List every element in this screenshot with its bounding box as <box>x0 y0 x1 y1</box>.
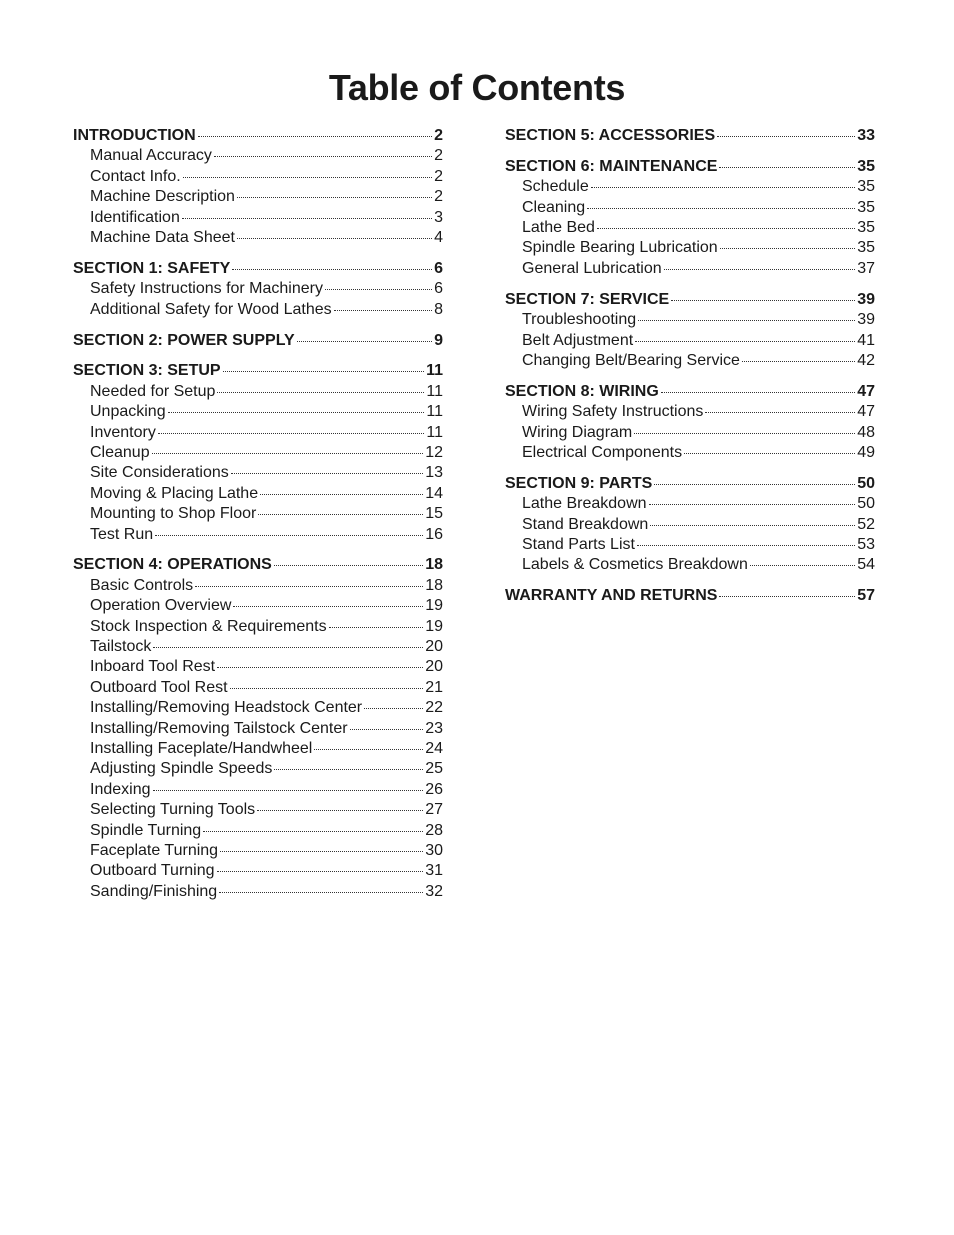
toc-section-heading-label: WARRANTY AND RETURNS <box>505 587 718 605</box>
toc-entry-label: Sanding/Finishing <box>90 882 218 900</box>
toc-entry-label: Lathe Bed <box>522 219 595 237</box>
page-number: 2 <box>434 147 443 165</box>
dot-leader <box>742 361 855 362</box>
dot-leader <box>220 851 423 852</box>
page-number: 19 <box>425 617 443 635</box>
toc-entry-label: Changing Belt/Bearing Service <box>522 351 740 369</box>
page-number: 35 <box>857 198 875 216</box>
toc-entry-label: Indexing <box>90 780 151 798</box>
page-number: 48 <box>857 423 875 441</box>
page-number: 33 <box>857 127 875 144</box>
page-number: 39 <box>857 311 875 329</box>
page-number: 30 <box>425 841 443 859</box>
toc-section-heading <box>505 290 875 310</box>
toc-entry <box>505 218 875 238</box>
page-number: 26 <box>425 780 443 798</box>
dot-leader <box>350 729 424 730</box>
toc-entry <box>505 259 875 279</box>
dot-leader <box>650 525 855 526</box>
toc-entry-label: Wiring Diagram <box>522 423 633 441</box>
toc-section <box>505 586 875 606</box>
page-number: 41 <box>857 331 875 349</box>
toc-entry <box>73 739 443 759</box>
page-number: 35 <box>857 157 875 175</box>
dot-leader <box>217 392 424 393</box>
toc-entry-label: Tailstock <box>90 637 152 655</box>
toc-entry <box>505 331 875 351</box>
dot-leader <box>231 473 423 474</box>
page-number: 37 <box>857 259 875 277</box>
toc-entry-label: Operation Overview <box>90 597 232 615</box>
toc-entry <box>505 494 875 514</box>
page-number: 2 <box>434 188 443 206</box>
dot-leader <box>257 810 423 811</box>
toc-section-heading <box>505 157 875 177</box>
toc-section-heading-label: SECTION 6: MAINTENANCE <box>505 157 718 175</box>
dot-leader <box>705 412 855 413</box>
dot-leader <box>719 167 855 168</box>
dot-leader <box>153 647 423 648</box>
page-number: 42 <box>857 351 875 369</box>
dot-leader <box>155 535 423 536</box>
toc-entry <box>73 678 443 698</box>
dot-leader <box>638 320 855 321</box>
dot-leader <box>214 156 432 157</box>
toc-entry <box>505 351 875 371</box>
toc-entry-label: Faceplate Turning <box>90 841 219 859</box>
dot-leader <box>260 494 423 495</box>
page-number: 14 <box>425 484 443 502</box>
toc-section <box>73 331 443 351</box>
page-number: 23 <box>425 719 443 737</box>
page-number: 25 <box>425 760 443 778</box>
page-number: 53 <box>857 536 875 554</box>
toc-section-heading-label: INTRODUCTION <box>73 127 196 144</box>
page-number: 50 <box>857 495 875 513</box>
toc-section-heading-label: SECTION 2: POWER SUPPLY <box>73 331 295 349</box>
page-number: 28 <box>425 821 443 839</box>
page-number: 16 <box>425 525 443 543</box>
toc-entry <box>73 719 443 739</box>
toc-entry-label: Outboard Turning <box>90 862 215 880</box>
toc-column-left <box>73 126 443 913</box>
toc-section <box>505 157 875 279</box>
dot-leader <box>168 412 425 413</box>
toc-entry <box>73 146 443 166</box>
toc-section-heading <box>505 126 875 146</box>
toc-entry <box>73 228 443 248</box>
toc-entry <box>73 484 443 504</box>
toc-entry <box>73 525 443 545</box>
page-number: 18 <box>425 576 443 594</box>
page-number: 11 <box>426 403 443 421</box>
page-number: 50 <box>857 474 875 492</box>
toc-section <box>73 126 443 248</box>
toc-entry-label: Belt Adjustment <box>522 331 634 349</box>
toc-section-heading <box>73 331 443 351</box>
dot-leader <box>720 248 856 249</box>
toc-section <box>505 290 875 372</box>
dot-leader <box>314 749 423 750</box>
dot-leader <box>237 238 432 239</box>
toc-entry-label: Safety Instructions for Machinery <box>90 280 323 298</box>
page-number: 20 <box>425 637 443 655</box>
page-number: 18 <box>425 556 443 574</box>
toc-entry-label: Test Run <box>90 525 154 543</box>
toc-entry <box>505 555 875 575</box>
toc-entry <box>73 382 443 402</box>
page-number: 20 <box>425 658 443 676</box>
page-number: 24 <box>425 739 443 757</box>
page-number: 32 <box>425 882 443 900</box>
dot-leader <box>198 136 432 137</box>
toc-section-heading-label: SECTION 3: SETUP <box>73 362 221 380</box>
toc-section-heading-label: SECTION 5: ACCESSORIES <box>505 127 716 144</box>
dot-leader <box>661 392 855 393</box>
toc-entry-label: Troubleshooting <box>522 311 637 329</box>
toc-section-heading <box>505 382 875 402</box>
toc-entry <box>505 310 875 330</box>
toc-entry <box>505 402 875 422</box>
toc-entry <box>73 576 443 596</box>
toc-entry-label: Machine Data Sheet <box>90 228 235 246</box>
dot-leader <box>195 586 423 587</box>
dot-leader <box>654 484 855 485</box>
dot-leader <box>750 565 855 566</box>
page-number: 13 <box>425 464 443 482</box>
dot-leader <box>203 831 423 832</box>
toc-entry-label: Stand Breakdown <box>522 515 649 533</box>
page-number: 4 <box>434 228 443 246</box>
dot-leader <box>153 790 424 791</box>
page-number: 35 <box>857 178 875 196</box>
dot-leader <box>237 197 432 198</box>
toc-entry <box>73 208 443 228</box>
toc-entry-label: General Lubrication <box>522 259 662 277</box>
page-number: 9 <box>434 331 443 349</box>
toc-entry-label: Schedule <box>522 178 589 196</box>
page-number: 35 <box>857 239 875 257</box>
toc-entry-label: Mounting to Shop Floor <box>90 505 257 523</box>
toc-entry <box>73 861 443 881</box>
toc-entry-label: Installing Faceplate/Handwheel <box>90 739 313 757</box>
page-number: 11 <box>426 423 443 441</box>
dot-leader <box>223 371 425 372</box>
page-number: 11 <box>426 382 443 400</box>
dot-leader <box>297 341 432 342</box>
dot-leader <box>182 218 432 219</box>
dot-leader <box>664 269 856 270</box>
toc-entry <box>73 657 443 677</box>
toc-section <box>73 361 443 545</box>
toc-entry <box>73 882 443 902</box>
toc-section-heading <box>73 555 443 575</box>
page-title: Table of Contents <box>328 67 626 108</box>
toc-entry-label: Moving & Placing Lathe <box>90 484 259 502</box>
page-number: 31 <box>425 862 443 880</box>
page-number: 2 <box>434 127 443 144</box>
toc-entry-label: Adjusting Spindle Speeds <box>90 760 273 778</box>
dot-leader <box>635 341 855 342</box>
page-number: 19 <box>425 597 443 615</box>
dot-leader <box>158 433 425 434</box>
toc-entry <box>73 423 443 443</box>
toc-section-heading-label: SECTION 9: PARTS <box>505 474 653 492</box>
toc-entry-label: Stand Parts List <box>522 536 635 554</box>
dot-leader <box>274 565 423 566</box>
page-number: 15 <box>425 505 443 523</box>
dot-leader <box>597 228 855 229</box>
toc-section <box>73 555 443 902</box>
toc-entry <box>505 535 875 555</box>
toc-entry <box>73 780 443 800</box>
toc-section-heading-label: SECTION 8: WIRING <box>505 382 659 400</box>
toc-section-heading <box>73 259 443 279</box>
toc-entry-label: Spindle Turning <box>90 821 202 839</box>
toc-entry <box>73 698 443 718</box>
page-number: 47 <box>857 382 875 400</box>
page-number: 22 <box>425 699 443 717</box>
toc-entry-label: Unpacking <box>90 403 166 421</box>
dot-leader <box>233 606 423 607</box>
toc-entry-label: Lathe Breakdown <box>522 495 647 513</box>
toc-entry-label: Selecting Turning Tools <box>90 801 256 819</box>
toc-section <box>505 126 875 146</box>
toc-section-heading <box>505 474 875 494</box>
dot-leader <box>230 688 424 689</box>
page-number: 2 <box>434 167 443 185</box>
dot-leader <box>364 708 423 709</box>
page-number: 3 <box>434 208 443 226</box>
page-number: 52 <box>857 515 875 533</box>
page-number: 21 <box>425 678 443 696</box>
toc-entry <box>73 463 443 483</box>
dot-leader <box>587 208 855 209</box>
dot-leader <box>637 545 855 546</box>
page-number: 12 <box>425 443 443 461</box>
page-number: 47 <box>857 403 875 421</box>
toc-section-heading-label: SECTION 4: OPERATIONS <box>73 556 272 574</box>
dot-leader <box>634 433 855 434</box>
toc-entry-label: Electrical Components <box>522 443 683 461</box>
toc-entry-label: Stock Inspection & Requirements <box>90 617 327 635</box>
dot-leader <box>649 504 856 505</box>
page-number: 6 <box>434 259 443 277</box>
toc-entry-label: Cleaning <box>522 198 586 216</box>
toc-entry-label: Machine Description <box>90 188 235 206</box>
toc-entry <box>505 198 875 218</box>
toc-entry <box>505 177 875 197</box>
toc-entry-label: Inventory <box>90 423 156 441</box>
toc-entry <box>505 515 875 535</box>
toc-entry <box>73 800 443 820</box>
page-number: 49 <box>857 443 875 461</box>
toc-entry-label: Cleanup <box>90 443 150 461</box>
toc-entry-label: Basic Controls <box>90 576 194 594</box>
toc-entry <box>505 238 875 258</box>
toc-section <box>505 382 875 464</box>
page-number: 27 <box>425 801 443 819</box>
page-number: 6 <box>434 280 443 298</box>
toc-entry-label: Contact Info. <box>90 167 181 185</box>
toc-entry <box>73 596 443 616</box>
toc-entry-label: Labels & Cosmetics Breakdown <box>522 556 748 574</box>
toc-entry-label: Needed for Setup <box>90 382 216 400</box>
toc-entry-label: Outboard Tool Rest <box>90 678 228 696</box>
toc-entry-label: Manual Accuracy <box>90 147 212 165</box>
dot-leader <box>217 667 423 668</box>
toc-section-heading <box>73 361 443 381</box>
dot-leader <box>232 269 432 270</box>
page-number: 8 <box>434 300 443 318</box>
toc-section-heading <box>73 126 443 146</box>
dot-leader <box>671 300 855 301</box>
toc-entry-label: Installing/Removing Tailstock Center <box>90 719 348 737</box>
toc-entry-label: Additional Safety for Wood Lathes <box>90 300 332 318</box>
toc-entry <box>73 300 443 320</box>
dot-leader <box>684 453 855 454</box>
toc-entry <box>73 167 443 187</box>
toc-entry <box>505 423 875 443</box>
toc-entry <box>505 443 875 463</box>
dot-leader <box>274 769 423 770</box>
toc-section-heading <box>505 586 875 606</box>
toc-entry <box>73 617 443 637</box>
toc-entry-label: Inboard Tool Rest <box>90 658 216 676</box>
toc-entry <box>73 402 443 422</box>
toc-section <box>505 474 875 576</box>
dot-leader <box>325 289 432 290</box>
toc-section-heading-label: SECTION 1: SAFETY <box>73 259 231 277</box>
dot-leader <box>591 187 855 188</box>
page-number: 39 <box>857 290 875 308</box>
toc-entry <box>73 637 443 657</box>
dot-leader <box>329 627 424 628</box>
page-number: 11 <box>426 362 443 380</box>
toc-section-heading-label: SECTION 7: SERVICE <box>505 290 670 308</box>
toc-entry <box>73 759 443 779</box>
toc-entry <box>73 504 443 524</box>
toc-entry-label: Installing/Removing Headstock Center <box>90 699 363 717</box>
toc-entry <box>73 279 443 299</box>
toc-column-right <box>505 126 875 617</box>
dot-leader <box>219 892 423 893</box>
dot-leader <box>152 453 424 454</box>
toc-entry-label: Wiring Safety Instructions <box>522 403 704 421</box>
dot-leader <box>717 136 855 137</box>
toc-entry-label: Identification <box>90 208 180 226</box>
page-number: 57 <box>857 587 875 605</box>
toc-entry-label: Spindle Bearing Lubrication <box>522 239 718 257</box>
dot-leader <box>217 871 424 872</box>
page-number: 35 <box>857 219 875 237</box>
dot-leader <box>719 596 855 597</box>
toc-entry <box>73 443 443 463</box>
dot-leader <box>183 177 432 178</box>
toc-entry <box>73 821 443 841</box>
toc-entry-label: Site Considerations <box>90 464 229 482</box>
toc-section <box>73 259 443 320</box>
toc-entry <box>73 187 443 207</box>
dot-leader <box>334 310 432 311</box>
toc-entry <box>73 841 443 861</box>
dot-leader <box>258 514 423 515</box>
page-number: 54 <box>857 556 875 574</box>
